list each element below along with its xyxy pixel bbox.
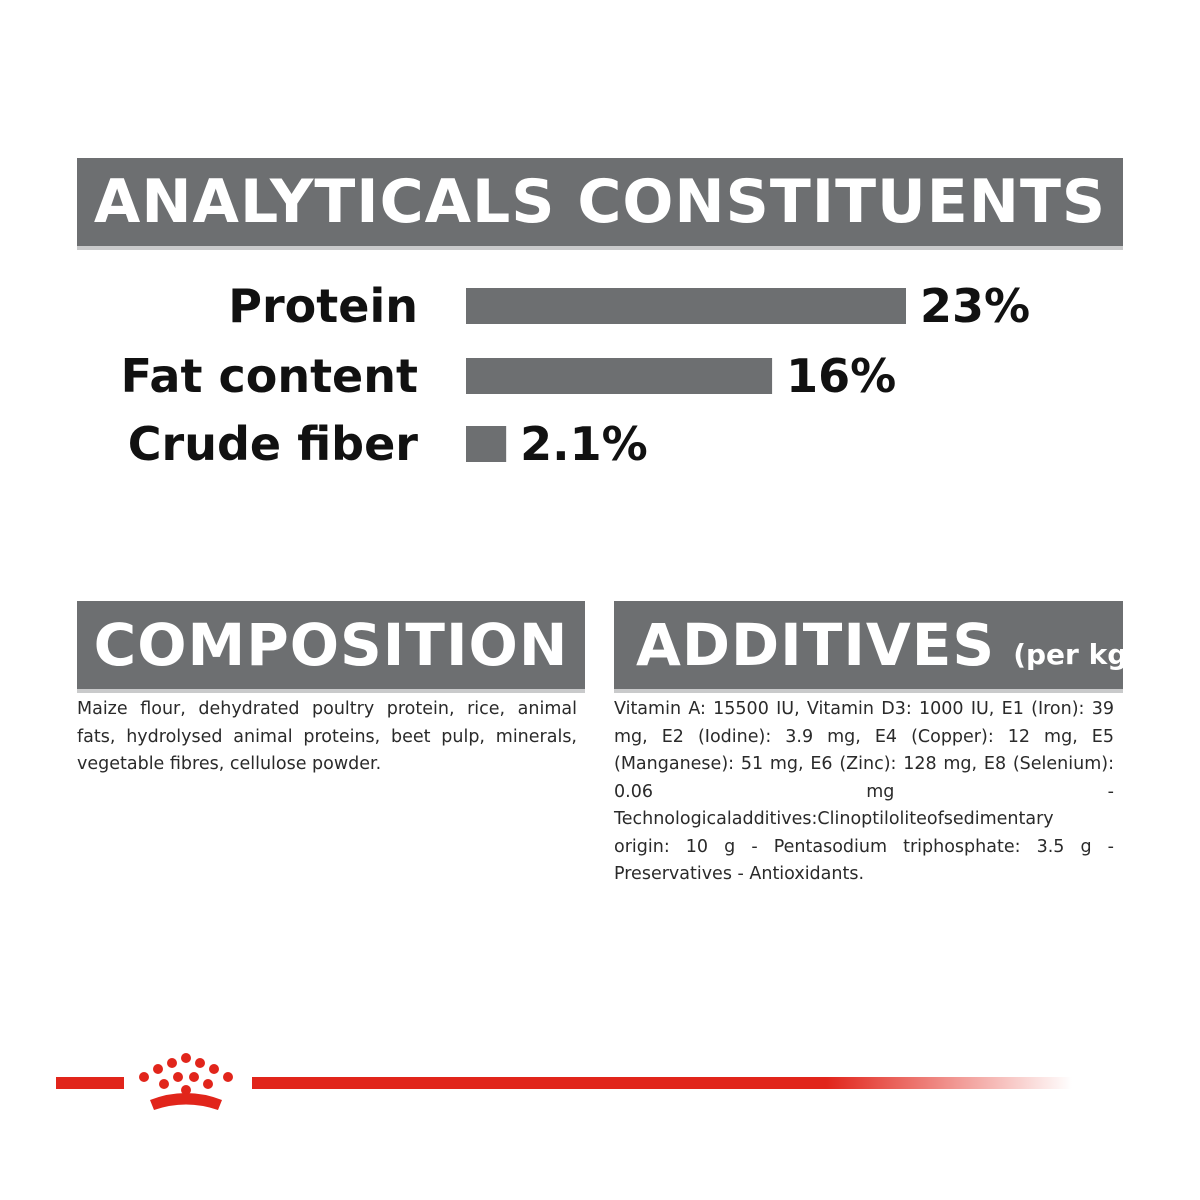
additives-banner xyxy=(614,601,1141,689)
additives-title: ADDITIVES xyxy=(636,611,996,679)
crown-icon xyxy=(128,1050,244,1116)
category-label: Protein xyxy=(228,279,418,333)
footer-line-left xyxy=(56,1077,124,1089)
analytics-title: ANALYTICALS CONSTITUENTS xyxy=(93,167,1107,237)
value-label: 23% xyxy=(920,279,1031,333)
bar xyxy=(466,358,772,394)
composition-title: COMPOSITION xyxy=(93,611,569,679)
bar xyxy=(466,288,906,324)
value-label: 2.1% xyxy=(520,417,648,471)
analytics-banner xyxy=(77,158,1123,246)
composition-text: Maize flour, dehydrated poultry protein, rice, animal fats, hydrolysed animal proteins, beet pulp, minerals, vegetable fibres, cellulose powder. xyxy=(77,699,577,774)
value-label: 16% xyxy=(786,349,897,403)
bar xyxy=(466,426,506,462)
category-label: Fat content xyxy=(120,349,418,403)
category-label: Crude fiber xyxy=(127,417,418,471)
footer-line-right xyxy=(252,1077,1072,1089)
additives-text: Vitamin A: 15500 IU, Vitamin D3: 1000 IU, E1 (Iron): 39 mg, E2 (Iodine): 3.9 mg, E4 (Copper): 12 mg, E5 (Manganese): 51 mg, E6 (Zinc): 128 mg, E8 (Selenium): 0.06 mg - Technologicaladditives:Clinoptiloliteofsedimentary origin: 10 g - Pentasodium triphosphate: 3.5 g - Preservatives - Antioxidants. xyxy=(614,699,1114,884)
constituents-chart xyxy=(0,270,1200,490)
composition-banner xyxy=(77,601,585,689)
additives-subtitle: (per kg) xyxy=(1013,637,1141,671)
